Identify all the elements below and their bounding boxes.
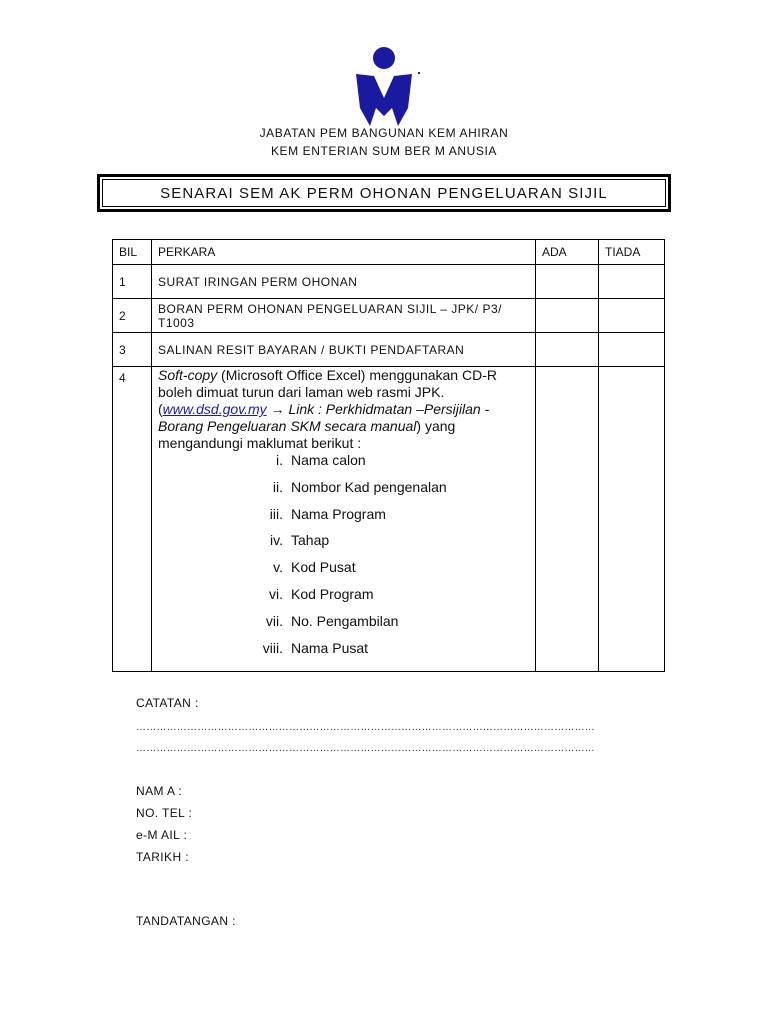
item-label: Nama Program xyxy=(291,505,386,522)
item-number: vii. xyxy=(265,612,283,629)
catatan-line-1[interactable]: ……………………………………………………………………………………………………………………… xyxy=(136,722,595,733)
ada-checkbox-cell[interactable] xyxy=(536,367,599,672)
logo-body xyxy=(356,74,412,126)
item-label: Tahap xyxy=(291,532,330,549)
item-number: vi. xyxy=(269,585,283,602)
department-name: JABATAN PEM BANGUNAN KEM AHIRAN xyxy=(259,126,509,140)
header-perkara: PERKARA xyxy=(152,240,536,265)
tiada-checkbox-cell[interactable] xyxy=(599,299,665,333)
table-header-row xyxy=(113,240,665,265)
row-perkara: SALINAN RESIT BAYARAN / BUKTI PENDAFTARAN xyxy=(152,333,536,367)
item-label: Nama calon xyxy=(291,452,366,468)
row-perkara-softcopy xyxy=(152,367,536,672)
row-perkara: BORAN PERM OHONAN PENGELUARAN SIJIL – JPK/ P3/ T1003 xyxy=(152,299,536,333)
arrow-icon: → xyxy=(266,401,289,417)
tandatangan-label: TANDATANGAN : xyxy=(136,914,236,928)
header-bil: BIL xyxy=(113,240,152,265)
header-ada: ADA xyxy=(536,240,599,265)
jpk-logo xyxy=(352,46,416,128)
table-row xyxy=(113,265,665,299)
table-row xyxy=(113,333,665,367)
list-item xyxy=(158,452,529,479)
ada-checkbox-cell[interactable] xyxy=(536,265,599,299)
item-number: v. xyxy=(273,559,283,576)
softcopy-desc-2: ) yang mengandungi maklumat berikut : xyxy=(158,418,456,451)
softcopy-desc: (Microsoft Office Excel) menggunakan CD-R boleh dimuat turun dari laman web rasmi JPK. xyxy=(158,367,497,400)
logo-head xyxy=(373,47,395,69)
tiada-checkbox-cell[interactable] xyxy=(599,265,665,299)
required-info-list xyxy=(158,452,529,666)
table-row xyxy=(113,299,665,333)
nama-label: NAM A : xyxy=(136,784,183,798)
tarikh-label: TARIKH : xyxy=(136,850,189,864)
list-item xyxy=(158,640,529,667)
list-item xyxy=(158,479,529,506)
ada-checkbox-cell[interactable] xyxy=(536,299,599,333)
logo-dot xyxy=(418,72,420,74)
list-item xyxy=(158,586,529,613)
item-label: Kod Pusat xyxy=(291,559,356,576)
list-item xyxy=(158,613,529,640)
catatan-label: CATATAN : xyxy=(136,696,199,710)
tel-label: NO. TEL : xyxy=(136,806,193,820)
row-bil: 3 xyxy=(113,333,152,367)
title-box xyxy=(97,174,671,212)
item-label: No. Pengambilan xyxy=(291,612,399,629)
page-title: SENARAI SEM AK PERM OHONAN PENGELUARAN SIJIL xyxy=(102,179,666,207)
item-label: Nama Pusat xyxy=(291,639,369,656)
list-item xyxy=(158,559,529,586)
link-path: Link : Perkhidmatan –Persijilan - Borang Pengeluaran SKM secara manual xyxy=(158,401,490,434)
row-bil: 4 xyxy=(113,367,152,672)
item-number: viii. xyxy=(262,639,283,656)
softcopy-label: Soft-copy xyxy=(158,367,218,383)
table-row xyxy=(113,367,665,672)
item-number: ii. xyxy=(272,478,283,495)
item-number: iii. xyxy=(269,505,283,522)
item-label: Nombor Kad pengenalan xyxy=(291,478,447,495)
tiada-checkbox-cell[interactable] xyxy=(599,333,665,367)
row-perkara: SURAT IRINGAN PERM OHONAN xyxy=(152,265,536,299)
tiada-checkbox-cell[interactable] xyxy=(599,367,665,672)
item-number: i. xyxy=(276,452,283,468)
list-item xyxy=(158,506,529,533)
ministry-name: KEM ENTERIAN SUM BER M ANUSIA xyxy=(270,144,498,158)
email-label: e-M AIL : xyxy=(136,828,188,842)
catatan-line-2[interactable]: ……………………………………………………………………………………………………………………… xyxy=(136,743,595,754)
item-label: Kod Program xyxy=(291,585,374,602)
item-number: iv. xyxy=(270,532,283,549)
open-paren: ( xyxy=(158,401,163,417)
checklist-table xyxy=(112,239,665,672)
list-item xyxy=(158,532,529,559)
dsd-website-link[interactable]: www.dsd.gov.my xyxy=(162,401,267,417)
header-tiada: TIADA xyxy=(599,240,665,265)
row-bil: 2 xyxy=(113,299,152,333)
ada-checkbox-cell[interactable] xyxy=(536,333,599,367)
row-bil: 1 xyxy=(113,265,152,299)
